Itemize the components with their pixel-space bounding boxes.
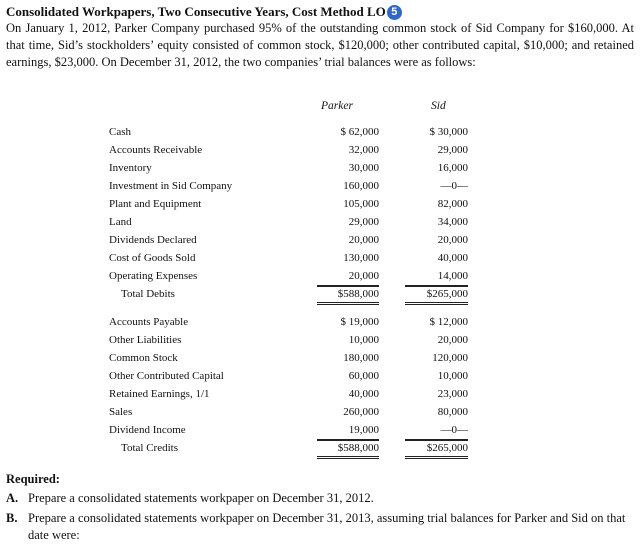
sid-value: —0— <box>440 180 468 192</box>
parker-value: 20,000 <box>348 234 379 246</box>
sid-value: 29,000 <box>437 144 468 156</box>
row-label: Sales <box>109 406 133 418</box>
parker-value: $ 19,000 <box>340 316 379 328</box>
parker-value: 60,000 <box>348 370 379 382</box>
table-row <box>107 250 471 267</box>
sid-value: —0— <box>405 422 468 440</box>
table-row <box>107 214 471 231</box>
parker-value: 130,000 <box>343 252 379 264</box>
row-label: Operating Expenses <box>109 270 198 282</box>
table-row <box>107 178 471 195</box>
sid-value: 82,000 <box>437 198 468 210</box>
required-item-text: Prepare a consolidated statements workpaper on December 31, 2013, assuming trial balances for Parker and Sid on that date were: <box>28 511 626 542</box>
exercise-title-text: Consolidated Workpapers, Two Consecutive Years, Cost Method <box>6 4 364 19</box>
row-label: Cash <box>109 126 131 138</box>
row-label: Inventory <box>109 162 152 174</box>
parker-value: 40,000 <box>348 388 379 400</box>
row-label: Retained Earnings, 1/1 <box>109 388 210 400</box>
parker-value: 20,000 <box>317 268 379 286</box>
required-item-letter: A. <box>6 491 19 505</box>
parker-value: 29,000 <box>348 216 379 228</box>
total-row <box>107 286 471 303</box>
sid-value: 23,000 <box>437 388 468 400</box>
row-label: Land <box>109 216 132 228</box>
sid-value: $ 12,000 <box>429 316 468 328</box>
required-item-b <box>6 510 634 544</box>
total-row <box>107 440 471 457</box>
row-label: Accounts Payable <box>109 316 189 328</box>
row-label: Dividend Income <box>109 424 186 436</box>
table-row <box>107 386 471 403</box>
row-label: Other Contributed Capital <box>109 370 224 382</box>
table-row <box>107 196 471 213</box>
sid-value: 20,000 <box>437 234 468 246</box>
total-label: Total Debits <box>121 288 175 300</box>
parker-value: 32,000 <box>348 144 379 156</box>
table-row <box>107 404 471 421</box>
table-row <box>107 142 471 159</box>
parker-value: 160,000 <box>343 180 379 192</box>
total-label: Total Credits <box>121 442 178 454</box>
row-label: Cost of Goods Sold <box>109 252 196 264</box>
sid-value: $ 30,000 <box>429 126 468 138</box>
required-heading: Required: <box>6 472 60 486</box>
sid-value: 120,000 <box>432 352 468 364</box>
sid-value: 20,000 <box>437 334 468 346</box>
required-item-letter: B. <box>6 511 18 525</box>
sid-value: 80,000 <box>437 406 468 418</box>
parker-value: 19,000 <box>317 422 379 440</box>
table-row <box>107 268 471 285</box>
row-label: Accounts Receivable <box>109 144 203 156</box>
exercise-intro: On January 1, 2012, Parker Company purchased 95% of the outstanding common stock of Sid Company for $160,000. At that time, Sid’s stockholders’ equity consisted of common stock, $120,000; other contributed capital, $10,000; and retained earnings, $23,000. On December 31, 2012, the two companies’ trial balances were as follows: <box>6 21 634 69</box>
row-label: Investment in Sid Company <box>109 180 233 192</box>
parker-value: $ 62,000 <box>340 126 379 138</box>
row-label: Plant and Equipment <box>109 198 202 210</box>
row-label: Other Liabilities <box>109 334 182 346</box>
table-row <box>107 124 471 141</box>
sid-value: 14,000 <box>405 268 468 286</box>
parker-total: $588,000 <box>317 440 379 459</box>
required-item-a <box>6 490 634 507</box>
table-row <box>107 160 471 177</box>
parker-total: $588,000 <box>317 286 379 305</box>
learning-objective-badge: 5 <box>387 5 402 20</box>
learning-objective-label: LO <box>367 4 386 19</box>
parker-value: 30,000 <box>348 162 379 174</box>
table-row <box>107 332 471 349</box>
table-row <box>107 232 471 249</box>
sid-total: $265,000 <box>405 286 468 305</box>
table-row <box>107 314 471 331</box>
sid-value: 40,000 <box>437 252 468 264</box>
row-label: Dividends Declared <box>109 234 197 246</box>
parker-value: 10,000 <box>348 334 379 346</box>
column-header-parker: Parker <box>321 100 353 112</box>
table-row <box>107 422 471 439</box>
parker-value: 260,000 <box>343 406 379 418</box>
exercise-title <box>6 4 402 20</box>
sid-value: 10,000 <box>437 370 468 382</box>
table-row <box>107 368 471 385</box>
row-label: Common Stock <box>109 352 178 364</box>
sid-value: 34,000 <box>437 216 468 228</box>
sid-total: $265,000 <box>405 440 468 459</box>
parker-value: 105,000 <box>343 198 379 210</box>
required-item-text: Prepare a consolidated statements workpaper on December 31, 2012. <box>28 491 374 505</box>
column-header-sid: Sid <box>431 100 446 112</box>
parker-value: 180,000 <box>343 352 379 364</box>
sid-value: 16,000 <box>437 162 468 174</box>
table-row <box>107 350 471 367</box>
